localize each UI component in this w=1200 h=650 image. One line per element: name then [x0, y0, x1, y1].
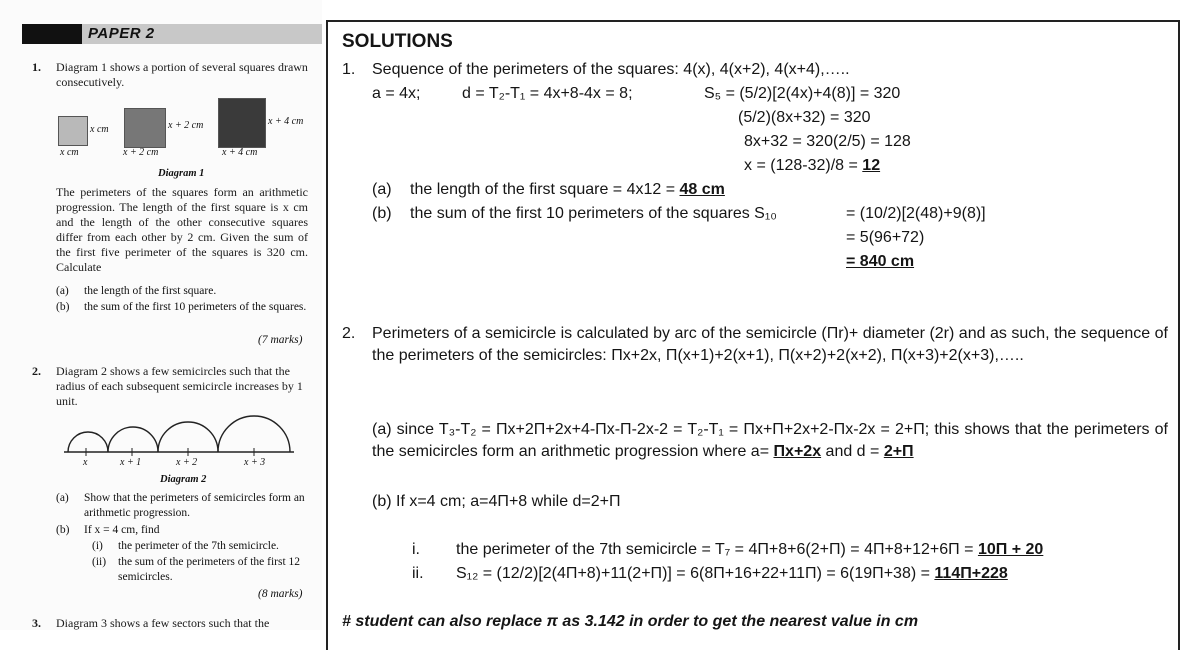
question-2-marks: (8 marks) — [258, 588, 303, 600]
solution-1-step-4 — [744, 155, 880, 177]
solution-2-intro: Perimeters of a semicircle is calculated by arc of the semicircle (Πr)+ diameter (2r) and as such, the sequence of the perimeters of the semicircles: Πx+2x, Π(x+1)+2(x+1), Π(x+2)+2(x+2), Π(x+3)+2(x+3),….. — [372, 325, 1168, 364]
step-4-text: x = (128-32)/8 = — [744, 157, 863, 174]
diagram-1-caption: Diagram 1 — [158, 168, 205, 179]
question-2 — [32, 364, 322, 410]
solution-1-part-b-tag: (b) — [372, 205, 392, 222]
question-3 — [32, 616, 322, 631]
solution-2-subpart-i-tag: i. — [412, 541, 420, 558]
square-3-side-label: x + 4 cm — [268, 116, 304, 127]
square-3-base-label: x + 4 cm — [222, 147, 258, 158]
subpart-text: the perimeter of the 7th semicircle. — [118, 540, 279, 552]
part-text: If x = 4 cm, find — [84, 524, 160, 536]
part-text: the length of the first square. — [84, 285, 217, 297]
semicircle-3 — [158, 422, 218, 452]
square-1-base-label: x cm — [60, 147, 79, 158]
semicircle-1 — [68, 432, 108, 452]
solution-1-sequence: Sequence of the perimeters of the squares: 4(x), 4(x+2), 4(x+4),….. — [372, 61, 850, 78]
question-number: 1. — [32, 60, 41, 74]
paper-header-bar — [22, 24, 82, 44]
solutions-title: SOLUTIONS — [342, 31, 453, 52]
part-a-connector: and d = — [821, 443, 884, 460]
solution-1-s5-equation: S₅ = (5/2)[2(4x)+4(8)] = 320 — [704, 85, 901, 102]
part-a-text: (a) since T₃-T₂ = Πx+2Π+2x+4-Πx-Π-2x-2 = T₂-T₁ = Πx+Π+2x+2-Πx-2x = 2+Π; this shows that the perimeters of the semicircles form an arithmetic progression where a= — [372, 421, 1168, 460]
part-tag: (a) — [56, 285, 69, 297]
solution-1-d-equation: d = T₂-T₁ = 4x+8-4x = 8; — [462, 85, 633, 102]
axis-label-x: x — [83, 457, 88, 468]
semicircle-2 — [108, 427, 158, 452]
square-2-side-label: x + 2 cm — [168, 120, 204, 131]
subpart-ii-text: S₁₂ = (12/2)[2(4Π+8)+11(2+Π)] = 6(8Π+16+22+11Π) = 6(19Π+38) = — [456, 565, 935, 582]
question-intro: Diagram 2 shows a few semicircles such that the radius of each subsequent semicircle increases by 1 unit. — [56, 364, 303, 408]
subpart-ii-answer: 114Π+228 — [934, 565, 1008, 582]
square-1-side-label: x cm — [90, 124, 109, 135]
solution-1-part-b: the sum of the first 10 perimeters of the squares S₁₀ — [410, 205, 777, 222]
solution-1-number: 1. — [342, 61, 356, 78]
question-1-marks: (7 marks) — [258, 334, 303, 346]
part-a-text: the length of the first square = 4x12 = — [410, 181, 680, 198]
question-1-body: The perimeters of the squares form an arithmetic progression. The length of the first square is x cm and the length of the other consecutive squares differ from each other by 2 cm. Given the sum of the first five perimeter of the squares is 320 cm. Calculate — [56, 185, 308, 274]
question-number: 2. — [32, 364, 41, 378]
solution-2-part-a — [372, 419, 1168, 463]
part-tag: (b) — [56, 524, 70, 536]
x-answer: 12 — [862, 157, 881, 174]
part-text: Show that the perimeters of semicircles form an arithmetic progression. — [84, 492, 305, 519]
paper-header-label: PAPER 2 — [88, 25, 155, 42]
subpart-i-answer: 10Π + 20 — [977, 541, 1044, 558]
solutions-panel — [326, 20, 1180, 650]
solution-2-subpart-ii-tag: ii. — [412, 565, 424, 582]
solution-1-part-b-answer: = 840 cm — [846, 253, 915, 270]
question-2-part-a — [56, 491, 316, 521]
solution-1-part-b-eq-2: = 5(96+72) — [846, 229, 925, 246]
square-2 — [124, 108, 166, 148]
solution-1-part-a-tag: (a) — [372, 181, 392, 198]
part-a-answer: 48 cm — [679, 181, 725, 198]
axis-label-x1: x + 1 — [120, 457, 142, 468]
question-number: 3. — [32, 616, 41, 630]
solution-1-part-a — [410, 179, 725, 201]
question-2-part-b — [56, 523, 316, 538]
square-3 — [218, 98, 266, 148]
part-text: the sum of the first 10 perimeters of the squares. — [84, 301, 307, 313]
pi-approximation-note: # student can also replace π as 3.142 in order to get the nearest value in cm — [342, 613, 919, 630]
diagram-2-caption: Diagram 2 — [160, 474, 207, 485]
subpart-i-text: the perimeter of the 7th semicircle = T₇ = 4Π+8+6(2+Π) = 4Π+8+12+6Π = — [456, 541, 978, 558]
solution-2-subpart-i — [456, 539, 1043, 561]
solution-1-step-2: (5/2)(8x+32) = 320 — [738, 109, 871, 126]
common-difference-answer: 2+Π — [883, 443, 914, 460]
axis-label-x2: x + 2 — [176, 457, 198, 468]
part-tag: (a) — [56, 492, 69, 504]
solution-2-part-b: (b) If x=4 cm; a=4Π+8 while d=2+Π — [372, 493, 621, 510]
question-2-subpart-i — [92, 539, 316, 554]
part-tag: (b) — [56, 301, 70, 313]
question-1 — [32, 60, 322, 89]
question-2-subpart-ii — [92, 555, 316, 585]
question-intro: Diagram 3 shows a few sectors such that the — [56, 616, 270, 630]
solution-1-step-3: 8x+32 = 320(2/5) = 128 — [744, 133, 911, 150]
subpart-text: the sum of the perimeters of the first 12 semicircles. — [118, 556, 301, 583]
question-1-part-a — [56, 284, 316, 299]
question-intro: Diagram 1 shows a portion of several squares drawn consecutively. — [56, 60, 308, 89]
square-2-base-label: x + 2 cm — [123, 147, 159, 158]
axis-label-x3: x + 3 — [244, 457, 266, 468]
first-term-answer: Πx+2x — [773, 443, 822, 460]
question-1-part-b — [56, 300, 316, 330]
solution-1-part-b-eq-1: = (10/2)[2(48)+9(8)] — [846, 205, 986, 222]
solution-2-number: 2. — [342, 325, 356, 342]
square-1 — [58, 116, 88, 146]
semicircle-4 — [218, 416, 290, 452]
subpart-tag: (i) — [92, 540, 103, 552]
solution-1-a-equation: a = 4x; — [372, 85, 421, 102]
exam-paper-scan — [0, 0, 322, 630]
subpart-tag: (ii) — [92, 556, 107, 568]
solution-2-subpart-ii — [456, 563, 1008, 585]
